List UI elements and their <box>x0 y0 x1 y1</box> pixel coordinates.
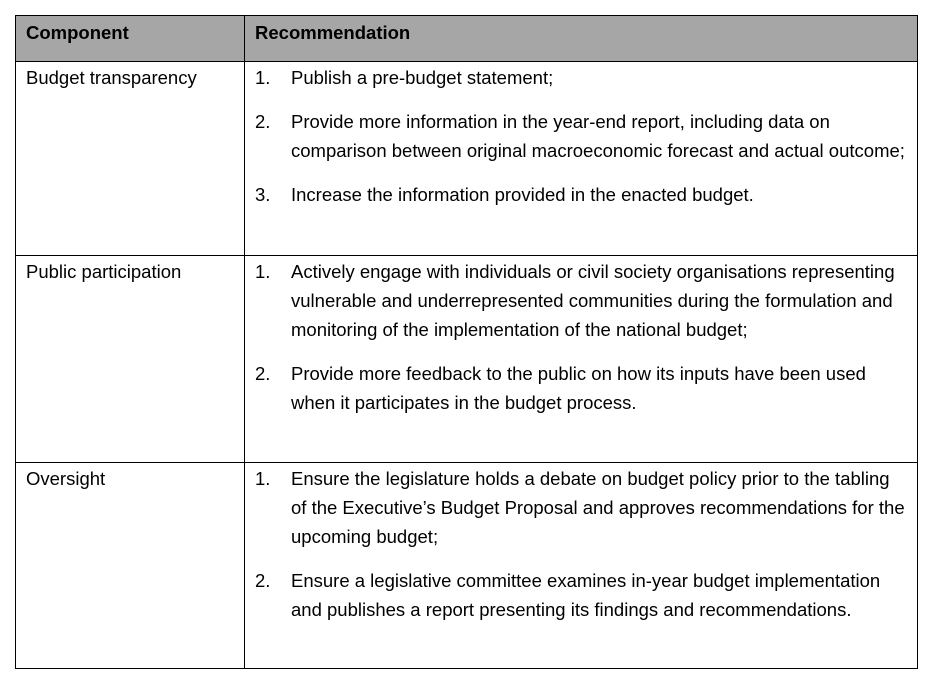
item-text: Ensure a legislative committee examines in-year budget implementation and publishes a report presenting its findings and recommendations. <box>291 570 881 620</box>
recommendation-cell <box>245 256 918 463</box>
table-row <box>16 463 918 669</box>
table-row <box>16 256 918 463</box>
table-row <box>16 62 918 256</box>
recommendation-list <box>255 63 905 209</box>
component-cell: Public participation <box>16 256 245 463</box>
list-item <box>255 257 905 344</box>
item-number: 1. <box>255 67 271 88</box>
header-component: Component <box>16 16 245 62</box>
item-text: Publish a pre-budget statement; <box>291 67 554 88</box>
item-number: 2. <box>255 363 271 384</box>
list-item <box>255 359 905 417</box>
recommendation-list <box>255 257 905 417</box>
item-text: Provide more information in the year-end report, including data on comparison between original macroeconomic forecast and actual outcome; <box>291 111 905 161</box>
list-item <box>255 464 905 551</box>
header-row <box>16 16 918 62</box>
list-item <box>255 566 905 624</box>
recommendation-cell <box>245 463 918 669</box>
list-item <box>255 107 905 165</box>
item-number: 2. <box>255 570 271 591</box>
component-cell: Budget transparency <box>16 62 245 256</box>
list-item <box>255 63 905 92</box>
item-text: Ensure the legislature holds a debate on budget policy prior to the tabling of the Executive’s Budget Proposal and approves recommendations for the upcoming budget; <box>291 468 905 547</box>
table-body <box>16 62 918 669</box>
list-item <box>255 180 905 209</box>
item-number: 3. <box>255 184 271 205</box>
recommendation-list <box>255 464 905 624</box>
item-number: 1. <box>255 468 271 489</box>
item-number: 1. <box>255 261 271 282</box>
header-recommendation: Recommendation <box>245 16 918 62</box>
table-header <box>16 16 918 62</box>
item-number: 2. <box>255 111 271 132</box>
component-cell: Oversight <box>16 463 245 669</box>
item-text: Actively engage with individuals or civil society organisations representing vulnerable and underrepresented communities during the formulation and monitoring of the implementation of the national budget; <box>291 261 895 340</box>
item-text: Provide more feedback to the public on how its inputs have been used when it participates in the budget process. <box>291 363 866 413</box>
recommendation-cell <box>245 62 918 256</box>
item-text: Increase the information provided in the enacted budget. <box>291 184 754 205</box>
recommendations-table <box>15 15 918 669</box>
